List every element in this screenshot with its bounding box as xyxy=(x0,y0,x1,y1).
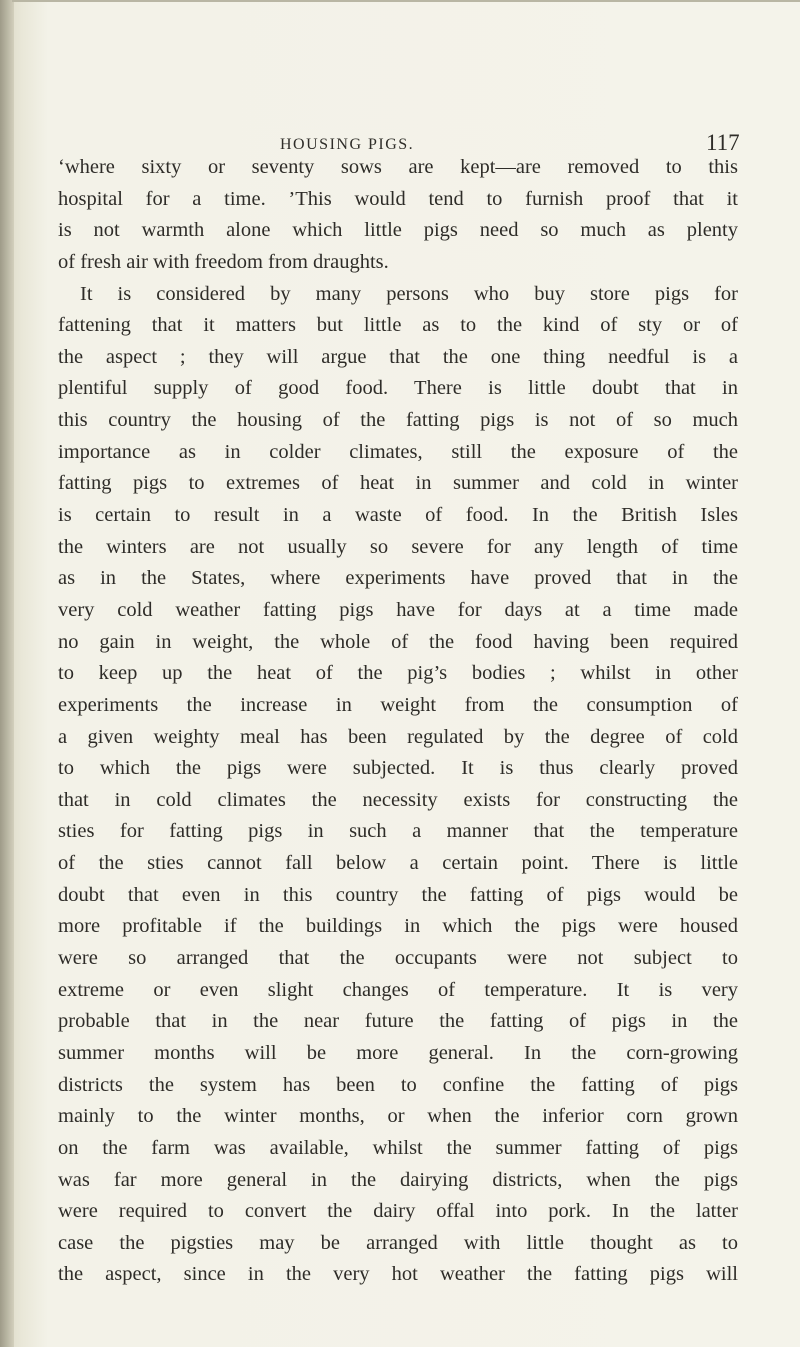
text-line: the aspect ; they will argue that the one thing needful is a xyxy=(58,345,738,368)
text-line: case the pigsties may be arranged with little thought as to xyxy=(58,1231,738,1254)
text-line: were so arranged that the occupants were not subject to xyxy=(58,947,738,970)
text-line: summer months will be more general. In the corn-growing xyxy=(58,1041,738,1064)
page-gutter-edge xyxy=(0,0,14,1347)
text-line: more profitable if the buildings in which the pigs were housed xyxy=(58,915,738,938)
text-line: experiments the increase in weight from the consumption of xyxy=(58,693,738,716)
text-line: is not warmth alone which little pigs need so much as plenty xyxy=(58,219,738,242)
text-line: importance as in colder climates, still the exposure of the xyxy=(58,440,738,463)
text-line: the aspect, since in the very hot weather the fatting pigs will xyxy=(58,1263,738,1286)
text-line: this country the housing of the fatting pigs is not of so much xyxy=(58,409,738,432)
text-line: extreme or even slight changes of temperature. It is very xyxy=(58,978,738,1001)
text-line: very cold weather fatting pigs have for days at a time made xyxy=(58,598,738,621)
text-line: a given weighty meal has been regulated by the degree of cold xyxy=(58,725,738,748)
text-line: doubt that even in this country the fatting of pigs would be xyxy=(58,883,738,906)
text-line: to which the pigs were subjected. It is thus clearly proved xyxy=(58,757,738,780)
text-line: mainly to the winter months, or when the inferior corn grown xyxy=(58,1105,738,1128)
text-line: of fresh air with freedom from draughts. xyxy=(58,250,389,273)
text-line: is certain to result in a waste of food. In the British Isles xyxy=(58,504,738,527)
text-line: on the farm was available, whilst the summer fatting of pigs xyxy=(58,1136,738,1159)
text-line: hospital for a time. ’This would tend to furnish proof that it xyxy=(58,187,738,210)
text-line: districts the system has been to confine the fatting of pigs xyxy=(58,1073,738,1096)
text-line: that in cold climates the necessity exists for constructing the xyxy=(58,788,738,811)
text-line: as in the States, where experiments have proved that in the xyxy=(58,567,738,590)
text-line: ‘where sixty or seventy sows are kept—are removed to this xyxy=(58,156,738,178)
page-top-edge xyxy=(12,0,800,2)
text-line: no gain in weight, the whole of the food having been required xyxy=(58,630,738,653)
text-line: were required to convert the dairy offal into pork. In the latter xyxy=(58,1200,738,1223)
text-line: the winters are not usually so severe for any length of time xyxy=(58,535,738,558)
text-line: sties for fatting pigs in such a manner that the temperature xyxy=(58,820,738,843)
text-line: to keep up the heat of the pig’s bodies ; whilst in other xyxy=(58,662,738,685)
text-line: fatting pigs to extremes of heat in summer and cold in winter xyxy=(58,472,738,495)
text-line: of the sties cannot fall below a certain point. There is little xyxy=(58,852,738,875)
text-line: probable that in the near future the fatting of pigs in the xyxy=(58,1010,738,1033)
page-number: 117 xyxy=(706,130,740,155)
text-line: was far more general in the dairying districts, when the pigs xyxy=(58,1168,738,1191)
running-head: HOUSING PIGS. xyxy=(280,136,415,153)
body-text xyxy=(58,152,738,1291)
text-line: fattening that it matters but little as to the kind of sty or of xyxy=(58,314,738,337)
text-line: It is considered by many persons who buy store pigs for xyxy=(80,282,738,305)
text-line: plentiful supply of good food. There is little doubt that in xyxy=(58,377,738,400)
